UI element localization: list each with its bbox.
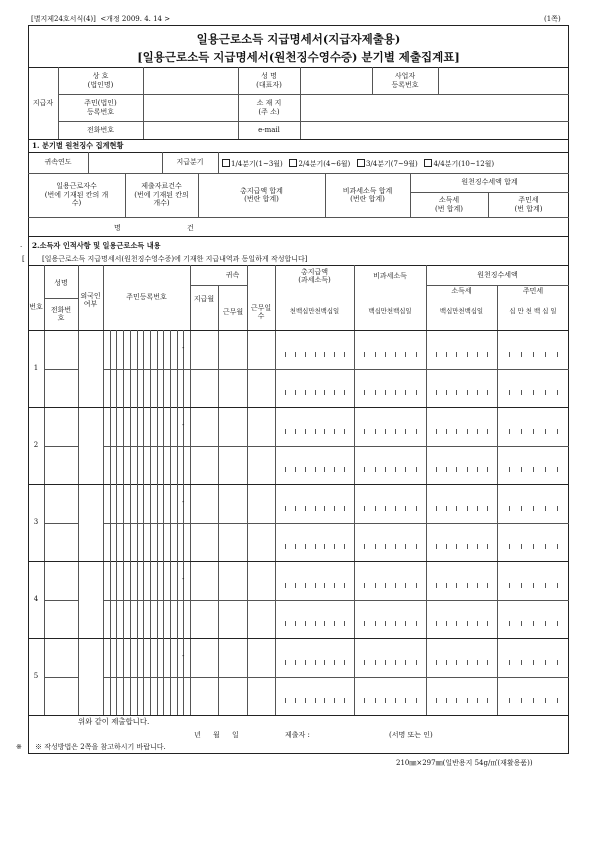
checkbox-icon[interactable] <box>357 159 365 167</box>
form-number: [별지제24호서식(4)] <개정 2009. 4. 14 > <box>31 15 171 23</box>
payer-label: 지급자 <box>32 98 54 107</box>
total-pay-field[interactable] <box>277 563 352 598</box>
row-number: 4 <box>33 595 39 604</box>
docs-count-header: 제출자료건수 (번에 기재된 칸의 개수) <box>134 182 189 208</box>
phone-field[interactable] <box>46 448 76 483</box>
section2-title: 2.소득자 인적사항 및 일용근로소득 내용 <box>32 241 161 250</box>
pay-month-field[interactable] <box>192 563 216 598</box>
email-field[interactable] <box>302 123 566 137</box>
digits-resident-tax: 십 만 천 백 십 일 <box>509 307 557 316</box>
workers-count-header: 일용근로자수 (번에 기재된 칸의 개 수) <box>44 182 109 208</box>
page-marker: (1쪽) <box>544 15 561 23</box>
paper-spec: 210㎜×297㎜(일반용지 54g/㎡(재활용품)) <box>396 759 533 767</box>
row-number: 2 <box>33 441 39 450</box>
resident-tax-field[interactable] <box>499 563 567 598</box>
resident-id-dash: - <box>182 498 185 506</box>
pay-month-field[interactable] <box>192 486 216 521</box>
col-withholding: 원천징수세액 <box>477 270 518 279</box>
quarter-3-option[interactable]: 3/4분기(7~9월) <box>357 160 418 168</box>
year-field[interactable] <box>90 155 160 170</box>
biz-reg-label: 사업자 등록번호 <box>391 72 419 89</box>
col-name: 성명 <box>54 278 68 287</box>
resident-id-field[interactable] <box>105 409 188 482</box>
resident-id-field[interactable] <box>145 97 235 118</box>
unit-person: 명 <box>114 224 121 232</box>
email-label: e-mail <box>258 125 280 134</box>
resident-id-field[interactable] <box>105 640 188 713</box>
quarter-options <box>222 159 494 168</box>
note-mark: ※ <box>16 743 22 751</box>
row-number: 5 <box>33 672 39 681</box>
nontax-field[interactable] <box>356 640 424 675</box>
checkbox-icon[interactable] <box>424 159 432 167</box>
name-field[interactable] <box>46 640 76 675</box>
foreign-field[interactable] <box>80 486 101 559</box>
row-number: 1 <box>33 364 39 373</box>
date-year: 년 <box>194 731 201 739</box>
income-tax-field[interactable] <box>428 332 495 367</box>
name-field[interactable] <box>46 486 76 521</box>
quarter-1-option[interactable]: 1/4분기(1~3월) <box>222 160 283 168</box>
row-number: 3 <box>33 518 39 527</box>
quarter-4-option[interactable]: 4/4분기(10~12월) <box>424 160 494 168</box>
docs-count-field[interactable] <box>127 219 185 234</box>
resident-id-dash: - <box>182 652 185 660</box>
form-title: 일용근로소득 지급명세서(지급자제출용) <box>196 32 401 46</box>
address-label: 소 재 지 (주 소) <box>256 99 282 116</box>
representative-label: 성 명 (대표자) <box>256 72 282 89</box>
total-pay-field[interactable] <box>277 332 352 367</box>
pay-month-field[interactable] <box>192 409 216 444</box>
workers-count-field[interactable] <box>30 219 112 234</box>
name-field[interactable] <box>46 332 76 367</box>
business-name-field[interactable] <box>145 70 235 91</box>
col-attribution: 귀속 <box>225 270 240 279</box>
checkbox-icon[interactable] <box>289 159 297 167</box>
resident-id-field[interactable] <box>105 563 188 636</box>
date-month: 월 <box>213 731 220 739</box>
foreign-field[interactable] <box>80 563 101 636</box>
business-name-label: 상 호 (법인명) <box>87 72 114 89</box>
biz-reg-field[interactable] <box>440 70 566 91</box>
phone-field[interactable] <box>46 525 76 560</box>
representative-field[interactable] <box>302 70 370 91</box>
income-tax-field[interactable] <box>428 563 495 598</box>
resident-id-dash: - <box>182 344 185 352</box>
nontax-field[interactable] <box>356 486 424 521</box>
total-pay-header: 총지급액 합계 (번란 합계) <box>240 186 283 203</box>
nontax-field[interactable] <box>356 563 424 598</box>
phone-label: 전화번호 <box>86 125 115 134</box>
checkbox-icon[interactable] <box>222 159 230 167</box>
col-work-days: 근무일수 <box>250 303 272 320</box>
period-label: 지급분기 <box>176 158 204 167</box>
digits-income-tax: 백십만천백십일 <box>439 307 484 316</box>
total-pay-field[interactable] <box>277 640 352 675</box>
foreign-field[interactable] <box>80 640 101 713</box>
quarter-2-option[interactable]: 2/4분기(4~6월) <box>289 160 350 168</box>
date-day: 일 <box>232 731 239 739</box>
col-income-tax: 소득세 <box>451 286 472 295</box>
resident-tax-field[interactable] <box>499 486 567 521</box>
unit-count: 건 <box>187 224 194 232</box>
total-pay-field[interactable] <box>277 486 352 521</box>
address-field[interactable] <box>302 97 566 118</box>
resident-id-label: 주민(법인) 등록번호 <box>84 99 117 116</box>
phone-field[interactable] <box>46 679 76 714</box>
submitter-label: 제출자 : <box>285 731 310 739</box>
nontax-field[interactable] <box>356 409 424 444</box>
col-nontax: 비과세소득 <box>373 271 407 280</box>
signature-label: (서명 또는 인) <box>389 731 433 739</box>
section2-note: [일용근로소득 지급명세서(원천징수영수증)에 기재한 지급내역과 동일하게 작성합니다] <box>42 255 308 263</box>
note-text: ※ 작성방법은 2쪽을 참고하시기 바랍니다. <box>35 743 166 751</box>
year-label: 귀속연도 <box>44 158 72 167</box>
resident-tax-field[interactable] <box>499 409 567 444</box>
col-work-month: 근무월 <box>222 307 244 316</box>
nontax-field[interactable] <box>356 332 424 367</box>
col-no: 번호 <box>29 303 43 312</box>
digits-total-pay: 천백십만천백십일 <box>289 307 340 316</box>
resident-id-dash: - <box>182 575 185 583</box>
phone-field[interactable] <box>46 602 76 637</box>
col-resident-tax: 주민세 <box>522 286 544 295</box>
income-tax-header: 소득세 (번 합계) <box>435 196 463 213</box>
section1-title: 1. 분기별 원천징수 집계현황 <box>32 141 124 150</box>
name-field[interactable] <box>46 409 76 444</box>
col-pay-month: 지급월 <box>193 294 215 303</box>
form-subtitle: [일용근로소득 지급명세서(원천징수영수증) 분기별 제출집계표] <box>137 50 460 64</box>
resident-id-dash: - <box>182 421 185 429</box>
name-field[interactable] <box>46 563 76 598</box>
col-total-pay: 총지급액 (과세소득) <box>298 267 331 284</box>
resident-id-field[interactable] <box>105 332 188 405</box>
withholding-header: 원천징수세액 합계 <box>461 178 518 187</box>
income-tax-field[interactable] <box>428 640 495 675</box>
resident-tax-header: 주민세 (번 합계) <box>514 196 543 213</box>
resident-id-field[interactable] <box>105 486 188 559</box>
nontax-header: 비과세소득 합계 (번란 합계) <box>342 186 393 203</box>
col-resident-id: 주민등록번호 <box>126 292 167 301</box>
statement: 위와 같이 제출합니다. <box>78 717 150 726</box>
income-tax-field[interactable] <box>428 486 495 521</box>
phone-field[interactable] <box>145 123 235 137</box>
digits-nontax: 백십만천백십일 <box>368 307 412 316</box>
resident-tax-field[interactable] <box>499 640 567 675</box>
phone-field[interactable] <box>46 371 76 406</box>
total-pay-field[interactable] <box>277 409 352 444</box>
foreign-field[interactable] <box>80 332 101 405</box>
foreign-field[interactable] <box>80 409 101 482</box>
pay-month-field[interactable] <box>192 640 216 675</box>
col-foreign: 외국인여부 <box>80 291 101 308</box>
pay-month-field[interactable] <box>192 332 216 367</box>
col-phone: 전화번호 <box>50 305 72 322</box>
income-tax-field[interactable] <box>428 409 495 444</box>
resident-tax-field[interactable] <box>499 332 567 367</box>
submitter-field[interactable] <box>320 728 380 740</box>
